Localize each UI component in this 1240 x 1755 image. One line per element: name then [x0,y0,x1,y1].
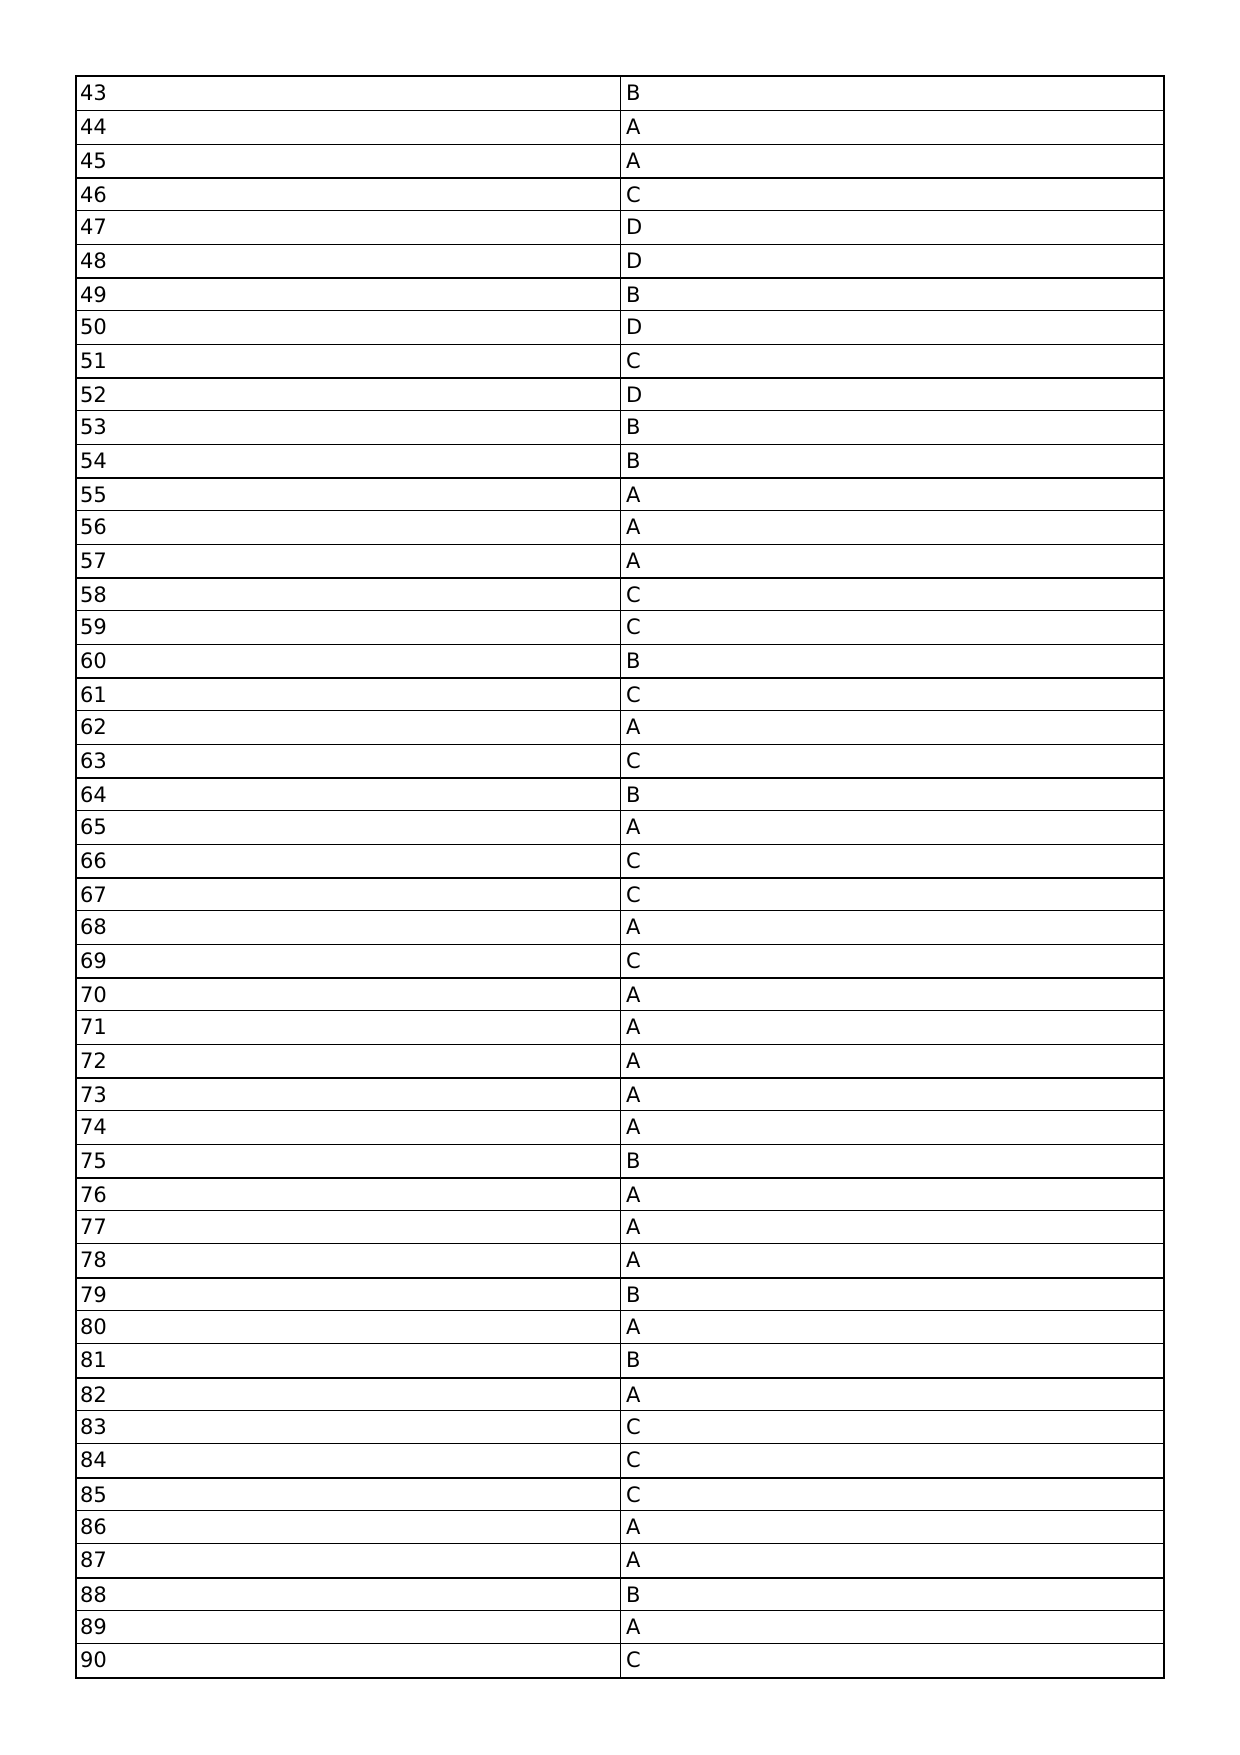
question-number-cell: 87 [77,1544,621,1576]
question-number-cell: 49 [77,279,621,310]
table-row [77,1177,1163,1210]
answer-cell: C [626,682,641,707]
answer-cell: C [626,182,641,207]
question-number-cell: 76 [77,1179,621,1210]
answer-cell: C [626,1482,641,1507]
table-row [77,1343,1163,1376]
table-row [77,677,1163,710]
table-row [77,1277,1163,1310]
table-row [77,710,1163,743]
answer-cell: C [626,1448,641,1473]
question-number-cell: 89 [77,1611,621,1643]
answer-cell: A [626,1615,641,1640]
table-row [77,577,1163,610]
answer-cell: A [626,1015,641,1040]
question-number-cell: 73 [77,1079,621,1110]
table-row [77,1543,1163,1576]
answer-key-table [75,75,1165,1679]
table-row [77,1243,1163,1276]
question-number-cell: 84 [77,1444,621,1476]
question-number-cell: 60 [77,645,621,677]
answer-cell: B [626,448,641,473]
answer-cell: B [626,782,641,807]
table-row [77,1110,1163,1143]
table-row [77,410,1163,443]
table-row [77,744,1163,777]
question-number-cell: 70 [77,979,621,1010]
answer-cell: A [626,1048,641,1073]
table-row [77,1310,1163,1343]
answer-cell: B [626,1148,641,1173]
question-number-cell: 48 [77,245,621,277]
answer-cell: A [626,1082,641,1107]
answer-cell: A [626,548,641,573]
answer-cell: A [626,515,641,540]
table-row [77,77,1163,110]
table-row [77,244,1163,277]
question-number-cell: 62 [77,711,621,743]
question-number-cell: 90 [77,1644,621,1676]
table-row [77,144,1163,177]
table-row [77,1010,1163,1043]
question-number-cell: 75 [77,1145,621,1177]
answer-cell: C [626,748,641,773]
question-number-cell: 66 [77,845,621,877]
question-number-cell: 68 [77,911,621,943]
answer-cell: B [626,282,641,307]
answer-cell: C [626,1415,641,1440]
table-row [77,210,1163,243]
answer-cell: B [626,648,641,673]
answer-cell: A [626,1548,641,1573]
question-number-cell: 79 [77,1279,621,1310]
question-number-cell: 47 [77,211,621,243]
table-row [77,377,1163,410]
question-number-cell: 81 [77,1344,621,1376]
table-row [77,1477,1163,1510]
answer-cell: A [626,915,641,940]
table-row [77,1377,1163,1410]
question-number-cell: 80 [77,1311,621,1343]
answer-cell: C [626,948,641,973]
question-number-cell: 82 [77,1379,621,1410]
question-number-cell: 86 [77,1511,621,1543]
question-number-cell: 56 [77,511,621,543]
table-row [77,810,1163,843]
answer-cell: A [626,148,641,173]
table-row [77,1144,1163,1177]
table-row [77,1577,1163,1610]
table-row [77,310,1163,343]
table-row [77,1510,1163,1543]
answer-cell: C [626,882,641,907]
question-number-cell: 77 [77,1211,621,1243]
question-number-cell: 55 [77,479,621,510]
question-number-cell: 71 [77,1011,621,1043]
table-row [77,344,1163,377]
table-row [77,977,1163,1010]
question-number-cell: 69 [77,945,621,977]
answer-cell: B [626,415,641,440]
question-number-cell: 74 [77,1111,621,1143]
answer-cell: A [626,815,641,840]
question-number-cell: 67 [77,879,621,910]
answer-cell: C [626,615,641,640]
table-row [77,910,1163,943]
answer-cell: B [626,1282,641,1307]
question-number-cell: 83 [77,1411,621,1443]
table-row [77,1443,1163,1476]
table-row [77,1410,1163,1443]
answer-cell: A [626,982,641,1007]
question-number-cell: 64 [77,779,621,810]
answer-cell: B [626,81,641,105]
table-row [77,777,1163,810]
answer-cell: A [626,1115,641,1140]
table-row [77,610,1163,643]
question-number-cell: 59 [77,611,621,643]
answer-cell: A [626,1315,641,1340]
answer-cell: D [626,215,643,240]
answer-cell: A [626,482,641,507]
table-row [77,1044,1163,1077]
question-number-cell: 72 [77,1045,621,1077]
table-row [77,544,1163,577]
table-row [77,110,1163,143]
answer-cell: C [626,582,641,607]
table-row [77,1610,1163,1643]
question-number-cell: 45 [77,145,621,177]
table-row [77,844,1163,877]
table-row [77,1643,1163,1676]
question-number-cell: 85 [77,1479,621,1510]
question-number-cell: 44 [77,111,621,143]
question-number-cell: 53 [77,411,621,443]
question-number-cell: 58 [77,579,621,610]
answer-cell: A [626,1515,641,1540]
table-row [77,1077,1163,1110]
answer-cell: C [626,848,641,873]
answer-cell: B [626,1348,641,1373]
question-number-cell: 51 [77,345,621,377]
table-row [77,510,1163,543]
question-number-cell: 61 [77,679,621,710]
table-row [77,644,1163,677]
question-number-cell: 88 [77,1579,621,1610]
answer-cell: C [626,348,641,373]
table-row [77,477,1163,510]
question-number-cell: 57 [77,545,621,577]
answer-cell: A [626,715,641,740]
answer-cell: A [626,1182,641,1207]
answer-cell: D [626,315,643,340]
answer-cell: A [626,1215,641,1240]
question-number-cell: 63 [77,745,621,777]
table-row [77,944,1163,977]
table-row [77,877,1163,910]
answer-cell: C [626,1648,641,1673]
answer-cell: D [626,382,643,407]
answer-cell: D [626,248,643,273]
question-number-cell: 50 [77,311,621,343]
table-row [77,1210,1163,1243]
question-number-cell: 65 [77,811,621,843]
answer-cell: A [626,1248,641,1273]
table-row [77,177,1163,210]
answer-cell: B [626,1582,641,1607]
question-number-cell: 46 [77,179,621,210]
question-number-cell: 52 [77,379,621,410]
question-number-cell: 54 [77,445,621,477]
answer-cell: A [626,1382,641,1407]
answer-cell: A [626,115,641,140]
question-number-cell: 43 [77,77,621,110]
table-row [77,277,1163,310]
question-number-cell: 78 [77,1244,621,1276]
table-row [77,444,1163,477]
